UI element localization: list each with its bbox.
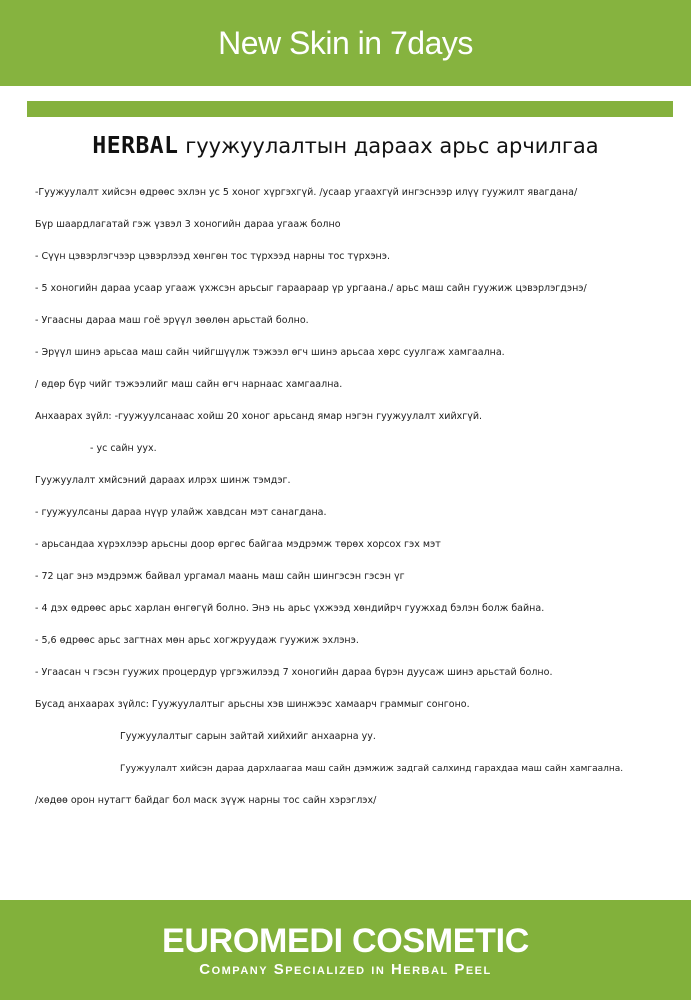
- content-line-6: - Эрүүл шинэ арьсаа маш сайн чийгшүүлж тэжээл өгч шинэ арьсаа хөрс суулгаж хамгаална.: [35, 347, 505, 358]
- content-line-2: Бүр шаардлагатай гэж үзвэл 3 хоногийн дараа угааж болно: [35, 219, 341, 230]
- content-line-9: - ус сайн уух.: [90, 443, 157, 454]
- content-line-3: - Сүүн цэвэрлэгчээр цэвэрлээд хөнгөн тос түрхээд нарны тос түрхэнэ.: [35, 251, 391, 262]
- content-line-4: - 5 хоногийн дараа усаар угааж үхжсэн арьсыг гараараар үр ургаана./ арьс маш сайн гуужиж цэвэрлэгдэнэ/: [35, 283, 587, 294]
- content-line-11: - гуужуулсаны дараа нүүр улайж хавдсан мэт санагдана.: [35, 507, 327, 518]
- footer-tagline: Company Specialized in Herbal Peel: [199, 961, 492, 978]
- content-line-1: -Гуужуулалт хийсэн өдрөөс эхлэн ус 5 хоног хүргэхгүй. /усаар угаахгүй ингэснээр илүү гуужилт явагдана/: [35, 187, 578, 198]
- header-title: New Skin in 7days: [218, 25, 473, 61]
- content-line-12: - арьсандаа хүрэхлээр арьсны доор өргөс байгаа мэдрэмж төрөх хорсох гэх мэт: [35, 539, 441, 550]
- content-line-16: - Угаасан ч гэсэн гуужих процердур үргэжилээд 7 хоногийн дараа бүрэн дуусаж шинэ арьстай болно.: [35, 667, 553, 678]
- footer-company-name: EUROMEDI COSMETIC: [161, 922, 530, 960]
- content-line-19: Гуужуулалт хийсэн дараа дархлаагаа маш сайн дэмжиж задгай салхинд гарахдаа маш сайн хамгаална.: [120, 764, 624, 774]
- document-title-text: гуужуулалтын дараах арьс арчилгаа: [185, 134, 599, 158]
- content-line-20: /хөдөө орон нутагт байдаг бол маск зүүж нарны тос сайн хэрэглэх/: [35, 795, 377, 806]
- content-line-18: Гуужуулалтыг сарын зайтай хийхийг анхаарна уу.: [120, 731, 376, 742]
- content-line-7: / өдөр бүр чийг тэжээлийг маш сайн өгч нарнаас хамгаална.: [35, 379, 343, 390]
- document-title: [0, 133, 691, 159]
- document-title-brand: HERBAL: [92, 133, 179, 159]
- content-line-17: Бусад анхаарах зүйлс: Гуужуулалтыг арьсны хэв шинжээс хамаарч граммыг сонгоно.: [35, 699, 470, 710]
- content-line-10: Гуужуулалт хмйсэний дараах илрэх шинж тэмдэг.: [35, 475, 291, 486]
- content-line-13: - 72 цаг энэ мэдрэмж байвал ургамал маань маш сайн шингэсэн гэсэн үг: [35, 571, 405, 582]
- content-line-5: - Угаасны дараа маш гоё эрүүл зөөлөн арьстай болно.: [35, 315, 309, 326]
- content-line-14: - 4 дэх өдрөөс арьс харлан өнгөгүй болно. Энэ нь арьс үхжээд хөндийрч гуужхад бэлэн болж байна.: [35, 603, 545, 614]
- content-line-8: Анхаарах зүйл: -гуужуулсанаас хойш 20 хоног арьсанд ямар нэгэн гуужуулалт хийхгүй.: [35, 411, 483, 422]
- content-line-15: - 5,6 өдрөөс арьс загтнах мөн арьс хогжруудаж гуужиж эхлэнэ.: [35, 635, 359, 646]
- accent-bar: [27, 101, 673, 117]
